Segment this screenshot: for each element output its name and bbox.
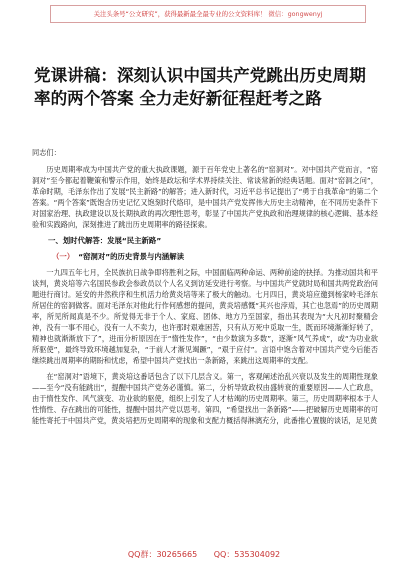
body-paragraph: 在“窑洞对”语境下，黄炎培这番话包含了以下几层含义。第一，客观阐述治乱兴衰以及发生的周期性现象——至今“没有能跳出”，提醒中国共产党务必谨慎。第二，分析导致政权由盛转衰的重要原因——人亡政息，由于惰性发作、风气演变、功业欲的驱使，组织上引发了人才枯竭的历史周期率。第三，历史周期率根本于人性惰性、存在跳出的可能性，提醒中国共产党以思考。第四，“希望找出一条新路”——把破解历史周期率的可能性寄托于中国共产党，黄炎培把历史周期率的现象和支配力概括得淋漓充分，此番推心置腹的谈话，足见黄 [32,372,378,425]
contact-footer [0,549,408,560]
section-heading: 一、划时代解答：发展“民主新路” [48,236,162,245]
qq-text: QQ：535304092 [213,550,281,559]
promo-banner[interactable] [50,5,366,23]
body-paragraph: 一九四五年七月，全民族抗日战争即将胜利之际，中国面临两种命运、两种前途的抉择。为推动国共和平谈判，黄炎培等六名国民参政会参政员以个人名义到访延安进行考察。与中国共产党就时局和国共两党政治问题进行商讨。延安的井然秩序和生机活力给黄炎培等来了极大的触动。七月四日，黄炎培应邀到杨家岭毛泽东所居住的窑洞做客。面对毛泽东对他此行作何感想的提问，黄炎培感慨“其兴也浡焉，其亡也忽焉”的历史周期率，所见所闻真是不少。所觉得无非于个人、家庭、团体、地方乃至国家，指出其表现为“大凡初时聚精会神，没有一事不用心，没有一人不卖力，也许那时艰难困苦，只有从万死中觅取一生，既而环境渐渐好转了，精神也就渐渐放下了”，进而分析原因在于“惰性发作”，“由少数演为多数”，逐渐“风气养成”，或“为功业欲所驱使”，最终导致环境越加复杂，“于前人才渐见竭蹶”，“艰于应付”。言语中饱含着对中国共产党今后能否继续跳出周期率的期盼和忧虑，希望中国共产党找出一条新路，来跳出这周期率的支配。 [32,268,378,365]
subsection-title: “窑洞对”的历史背景与内涵解读 [78,252,184,261]
document-body [32,147,378,431]
subsection-heading [52,251,378,263]
qq-group-text: QQ群：30265665 [127,550,198,559]
subsection-number: （一） [52,252,75,261]
greeting: 同志们： [32,148,61,157]
intro-paragraph: 历史周期率成为中国共产党的重大执政课题，源于百年党史上著名的“窑洞对”。对中国共产党而言，“窑洞对”至今都起着鞭策和警示作用，始终是政坛和学术界持续关注、常谈常新的经典话题。面对“窑洞之问”，革命时期，毛泽东作出了发展“民主新路”的解答；进入新时代，习近平总书记提出了“勇于自我革命”的第二个答案。“两个答案”既饱含历史记忆又饱刻时代烙印，是中国共产党发挥伟大历史主动精神，在不同历史条件下对国家治理、执政建设以及长期执政的再次理性思考，彰显了中国共产党执政和治理规律的核心逻辑、基本经验和实践路向，深刻推进了跳出历史周期率的路径探索。 [32,165,378,229]
document-title: 党课讲稿：深刻认识中国共产党跳出历史周期率的两个答案 全力走好新征程赶考之路 [34,66,366,108]
banner-wechat-text: 微信：gongwenyj [268,10,323,18]
banner-promo-text: 关注头条号“公文研究”，获得最新最全最专业的公文资料库！ [93,10,267,18]
